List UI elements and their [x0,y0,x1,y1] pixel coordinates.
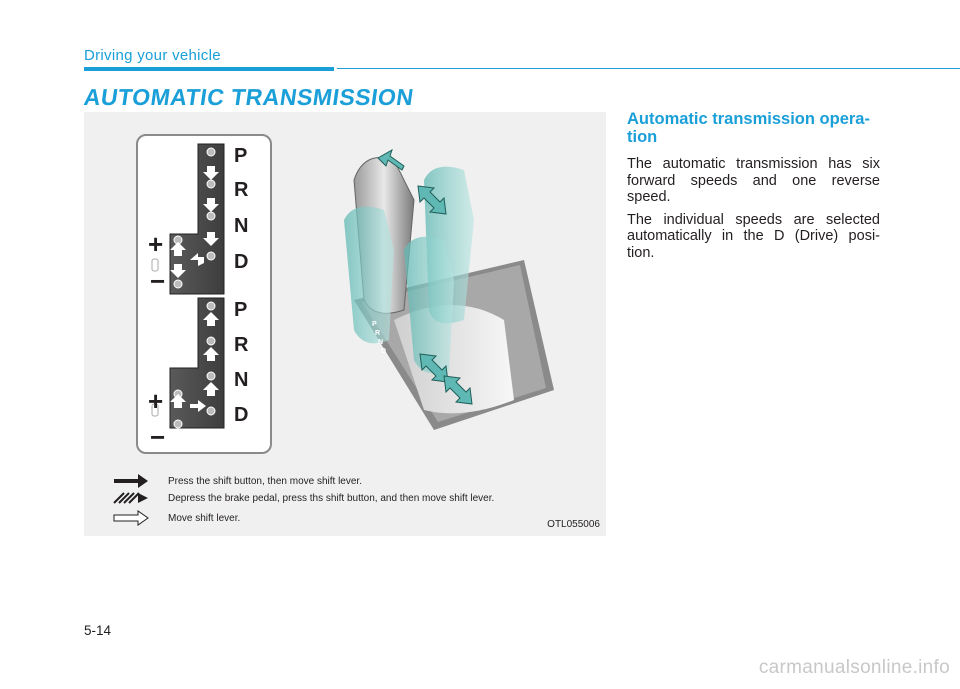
minus-sign: − [150,266,166,296]
legend-text: Move shift lever. [168,512,241,524]
gate-dot [207,148,215,156]
legend-text: Depress the brake pedal, press ths shift button, and then move shift lever. [168,492,495,504]
gate-letter-n: N [234,369,249,391]
gate-letter-r: R [234,334,249,356]
gate-dot [174,420,182,428]
legend-item-outline-arrow [112,510,240,526]
gate-dot [207,337,215,345]
gate-letter-p: P [234,145,248,167]
page-heading: AUTOMATIC TRANSMISSION [82,84,416,110]
minus-sign: − [150,422,166,452]
shift-lever-illustration [334,140,554,440]
plate-letter-n: N [378,339,384,346]
section-title: Driving your vehicle [84,47,221,64]
gate-letter-p: P [234,299,248,321]
solid-arrow-icon [112,473,150,489]
paragraph: The automatic transmission has six forward speeds and one reverse speed. [627,156,880,205]
plate-letter-p: P [372,321,377,328]
page-number: 5-14 [84,623,112,638]
hatched-arrow-icon [112,490,150,506]
gate-dot [207,212,215,220]
gate-letter-d: D [234,404,249,426]
gate-dot [174,280,182,288]
legend-item-hatched-arrow [112,490,494,506]
plate-letter-d: D [381,348,387,355]
gate-dot [207,302,215,310]
legend-item-solid-arrow [112,473,362,489]
outline-arrow-icon [112,510,150,526]
shift-pattern-panel [136,134,272,454]
shift-pattern-figure [84,112,606,536]
shift-gate-diagram [138,136,270,452]
paragraph: The individual speeds are selected automatically in the D (Drive) posi- tion. [627,211,880,261]
subsection-heading: Automatic transmission opera- tion [627,110,870,146]
gate-letter-d: D [234,251,249,273]
plus-sign: + [148,229,164,259]
gate-letter-r: R [234,179,249,201]
gate-dot [207,372,215,380]
gate-dot [207,180,215,188]
header-rule-thin [337,68,960,69]
plus-sign: + [148,386,164,416]
header-rule-thick [84,67,334,71]
ghost-lever-n [344,207,394,344]
plate-letter-r: R [375,330,381,337]
gate-letter-n: N [234,215,249,237]
text-column [627,110,880,267]
gate-dot [207,407,215,415]
figure-code: OTL055006 [547,519,600,530]
gate-dot [207,252,215,260]
watermark: carmanualsonline.info [758,657,950,678]
legend-text: Press the shift button, then move shift lever. [168,475,362,487]
